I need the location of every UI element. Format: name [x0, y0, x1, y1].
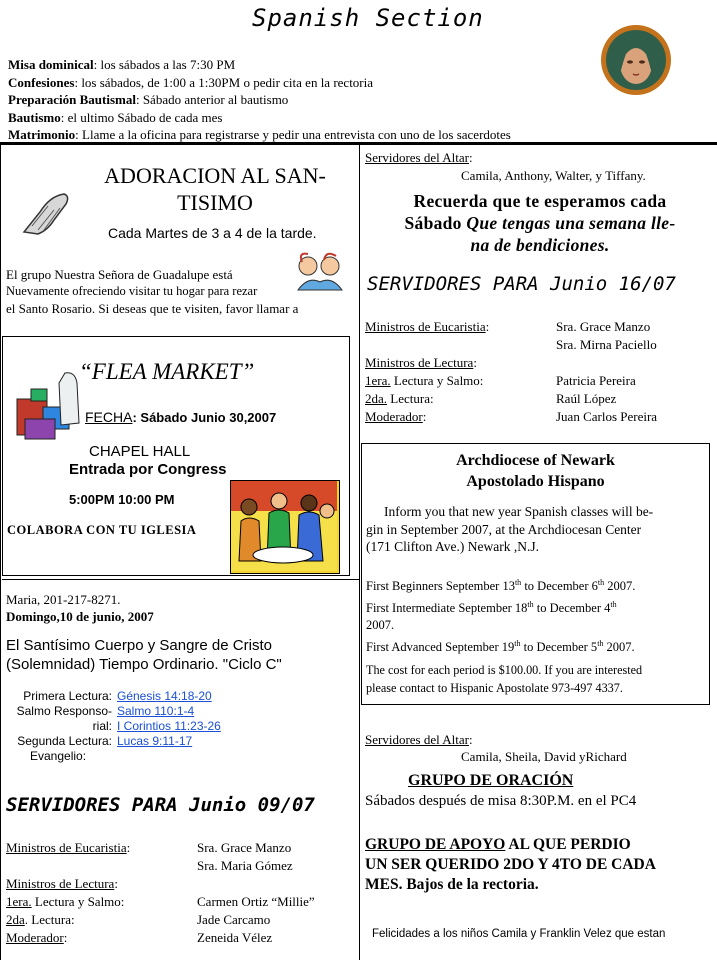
link-salmo[interactable]: Salmo 110:1-4 — [117, 704, 195, 718]
class-advanced: First Advanced September 19th to December 5th 2007. — [366, 638, 635, 654]
grupo-oracion-text: Sábados después de misa 8:30P.M. en el PC4 — [365, 793, 637, 809]
header-line-confesiones: Confesiones: los sábados, de 1:00 a 1:30PM o pedir cita en la rectoria — [8, 74, 374, 90]
flea-market-box — [2, 336, 350, 576]
adoracion-section — [2, 150, 359, 330]
class-intermediate: First Intermediate September 18th to December 4th — [366, 599, 617, 615]
adoracion-subtitle: Cada Martes de 3 a 4 de la tarde. — [108, 225, 317, 241]
praying-hands-icon — [20, 190, 74, 236]
header-line-misa: Misa dominical: los sábados a las 7:30 PM — [8, 57, 236, 72]
header-lines — [8, 56, 608, 144]
grupo-apoyo: GRUPO DE APOYO AL QUE PERDIO UN SER QUERIDO 2DO Y 4TO DE CADA MES. Bajos de la rectoria. — [365, 836, 656, 893]
header-line-preparacion: Preparación Bautismal: Sábado anterior al bautismo — [8, 92, 289, 107]
archdiocese-classes: First Beginners September 13th to December 6th 2007. First Intermediate September 18th to December 4th 2007. First Advanced September 19th to December 5th 2007. — [366, 574, 708, 656]
lecturas-contact: Maria, 201-217-8271. — [6, 592, 121, 607]
gift-items-illustration — [13, 369, 83, 443]
header-line-bautismo: Bautismo: el ultimo Sábado de cada mes — [8, 109, 223, 125]
class-beginners: First Beginners September 13th to December 6th 2007. — [366, 578, 636, 594]
adoracion-title: ADORACION AL SAN- TISIMO — [104, 163, 326, 215]
servidores-1607-table: Ministros de Eucaristia: Sra. Grace Manzo Sra. Mirna Paciello Ministros de Lectura: 1era. Lectura y Salmo: Patricia Pereira 2da. Lectura: Raúl López Moderador: Juan Carlos Pereira — [365, 319, 658, 424]
flea-time: 5:00PM 10:00 PM — [69, 492, 175, 507]
felicidades-text: Felicidades a los niños Camila y Franklin Velez que estan — [372, 928, 666, 940]
servidores-1607-title: SERVIDORES PARA Junio 16/07 — [367, 273, 676, 295]
guadalupe-portrait — [600, 24, 672, 96]
lecturas-title: El Santísimo Cuerpo y Sangre de Cristo (Solemnidad) Tiempo Ordinario. "Ciclo C" — [6, 637, 282, 673]
link-lucas[interactable]: Lucas 9:11-17 — [117, 734, 193, 748]
servidores-0907-title: SERVIDORES PARA Junio 09/07 — [6, 794, 315, 816]
link-genesis[interactable]: Génesis 14:18-20 — [117, 689, 212, 703]
flea-market-title: “FLEA MARKET” — [79, 359, 255, 384]
flea-entrada: Entrada por Congress — [69, 461, 227, 478]
archdiocese-body: Inform you that new year Spanish classes will be- gin in September 2007, at the Archdiocesan Center (171 Clifton Ave.) Newark ,N.J. — [366, 504, 654, 554]
adoracion-body: El grupo Nuestra Señora de Guadalupe está Nuevamente ofreciendo visitar tu hogar para rezar el Santo Rosario. Si deseas que te visiten, favor llamar a — [6, 267, 299, 316]
archdiocese-title: Archdiocese of Newark Apostolado Hispano — [456, 452, 615, 490]
grupo-oracion-title: GRUPO DE ORACIÓN — [408, 772, 574, 789]
header-line-matrimonio: Matrimonio: Llame a la oficina para registrarse y pedir una entrevista con uno de los sacerdotes — [8, 127, 511, 142]
page-title: Spanish Section — [252, 4, 484, 32]
flea-hall: CHAPEL HALL — [89, 443, 191, 460]
lecturas-date: Domingo,10 de junio, 2007 — [6, 609, 154, 624]
link-corintios[interactable]: I Corintios 11:23-26 — [117, 719, 221, 733]
flea-fecha: FECHA: Sábado Junio 30,2007 — [85, 409, 277, 425]
recuerda-text: Recuerda que te esperamos cada Sábado Que tengas una semana lle- na de bendiciones. — [404, 191, 676, 255]
archdiocese-cost: The cost for each period is $100.00. If you are interested please contact to Hispanic Apostolate 973-497 4337. — [366, 663, 643, 695]
lecturas-labels: Primera Lectura: Salmo Responso- rial: Segunda Lectura: Evangelio: — [16, 689, 112, 763]
page-left-border — [0, 145, 1, 960]
archdiocese-box — [361, 443, 710, 705]
servidores-0907-table: Ministros de Eucaristia: Sra. Grace Manzo Sra. Maria Gómez Ministros de Lectura: 1era. Lectura y Salmo: Carmen Ortiz “Millie” 2da. Lectura: Jade Carcamo Moderador: Zeneida Vélez — [6, 840, 315, 945]
lecturas-links — [117, 689, 221, 749]
group-people-illustration — [230, 480, 340, 574]
header — [0, 0, 717, 143]
left-hr-1 — [2, 579, 359, 580]
right-bottom-section: Servidores del Altar: Camila, Sheila, David yRichard GRUPO DE ORACIÓN Sábados después de misa 8:30P.M. en el PC4 GRUPO DE APOYO AL QUE PERDIO UN SER QUERIDO 2DO Y 4TO DE CADA MES. Bajos de la rectoria. Felicidades a los niños Camila y Franklin Velez que estan — [365, 732, 666, 940]
flea-colabora: COLABORA CON TU IGLESIA — [7, 523, 197, 537]
